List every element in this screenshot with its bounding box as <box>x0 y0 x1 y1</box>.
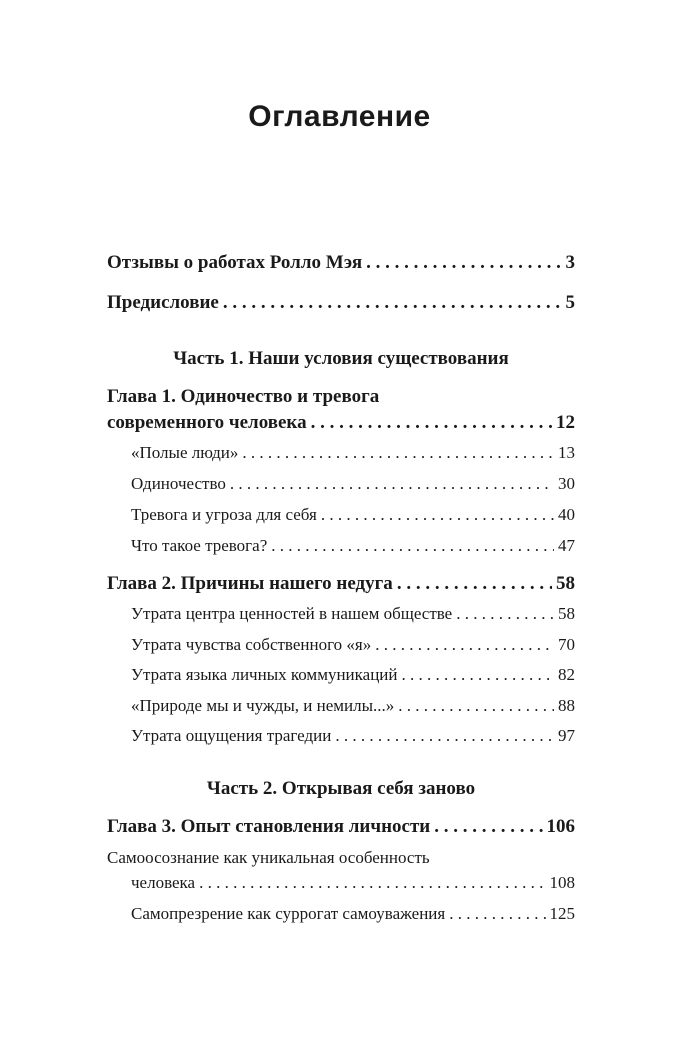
toc-entry-reviews[interactable] <box>107 252 575 274</box>
toc-entry-section[interactable] <box>131 696 575 716</box>
entry-label: Глава 3. Опыт становления личности <box>107 816 431 837</box>
entry-page: 88 <box>558 696 575 715</box>
toc-entry-section[interactable] <box>131 904 575 924</box>
toc-entry-section[interactable] <box>131 505 575 525</box>
leader-dots <box>271 536 554 556</box>
leader-dots <box>242 443 554 463</box>
entry-page: 58 <box>558 604 575 623</box>
entry-page: 12 <box>556 412 575 433</box>
entry-label: Глава 2. Причины нашего недуга <box>107 573 393 594</box>
page-title: Оглавление <box>248 100 431 133</box>
entry-page: 97 <box>558 726 575 745</box>
entry-page: 58 <box>556 573 575 594</box>
entry-page: 70 <box>558 635 575 654</box>
leader-dots <box>223 292 562 314</box>
entry-page: 106 <box>546 816 575 837</box>
leader-dots <box>398 696 554 716</box>
part-2-heading: Часть 2. Открывая себя заново <box>206 778 476 799</box>
entry-page: 47 <box>558 536 575 555</box>
leader-dots <box>230 474 554 494</box>
entry-label: Отзывы о работах Ролло Мэя <box>107 252 363 273</box>
entry-label: Утрата центра ценностей в нашем обществе <box>131 604 453 623</box>
toc-entry-chapter-1[interactable] <box>107 412 575 434</box>
toc-entry-section[interactable] <box>131 443 575 463</box>
entry-label: «Полые люди» <box>131 443 239 462</box>
entry-label: Тревога и угроза для себя <box>131 505 317 524</box>
leader-dots <box>456 604 554 624</box>
leader-dots <box>434 816 542 838</box>
entry-page: 108 <box>549 873 575 892</box>
entry-label: современного человека <box>107 412 307 433</box>
toc-entry-section[interactable] <box>131 665 575 685</box>
entry-page: 3 <box>565 252 575 273</box>
toc-entry-section[interactable] <box>131 536 575 556</box>
leader-dots <box>366 252 561 274</box>
entry-page: 82 <box>558 665 575 684</box>
leader-dots <box>321 505 554 525</box>
entry-label: Одиночество <box>131 474 226 493</box>
leader-dots <box>199 873 545 893</box>
entry-label: человека <box>131 873 196 892</box>
leader-dots <box>397 573 552 595</box>
part-1-heading: Часть 1. Наши условия существования <box>173 348 509 369</box>
table-of-contents <box>107 0 575 1063</box>
entry-page: 5 <box>565 292 575 313</box>
entry-page: 30 <box>558 474 575 493</box>
entry-label: Утрата языка личных коммуникаций <box>131 665 398 684</box>
entry-label: Утрата ощущения трагедии <box>131 726 332 745</box>
entry-page: 40 <box>558 505 575 524</box>
leader-dots <box>402 665 555 685</box>
leader-dots <box>375 635 554 655</box>
entry-page: 125 <box>549 904 575 923</box>
entry-page: 13 <box>558 443 575 462</box>
leader-dots <box>311 412 552 434</box>
entry-label: Самопрезрение как суррогат самоуважения <box>131 904 446 923</box>
toc-entry-section[interactable] <box>131 726 575 746</box>
toc-entry-chapter-2[interactable] <box>107 573 575 595</box>
toc-entry-section[interactable] <box>131 635 575 655</box>
entry-label: Утрата чувства собственного «я» <box>131 635 372 654</box>
section-title-line1[interactable]: Самоосознание как уникальная особенность <box>107 848 430 867</box>
entry-label: Предисловие <box>107 292 219 313</box>
entry-label: Что такое тревога? <box>131 536 268 555</box>
chapter-1-title-line1[interactable]: Глава 1. Одиночество и тревога <box>107 386 380 407</box>
entry-label: «Природе мы и чужды, и немилы...» <box>131 696 395 715</box>
toc-entry-section[interactable] <box>131 873 575 893</box>
leader-dots <box>449 904 545 924</box>
toc-entry-section[interactable] <box>131 604 575 624</box>
toc-entry-chapter-3[interactable] <box>107 816 575 838</box>
toc-entry-preface[interactable] <box>107 292 575 314</box>
toc-entry-section[interactable] <box>131 474 575 494</box>
leader-dots <box>335 726 554 746</box>
